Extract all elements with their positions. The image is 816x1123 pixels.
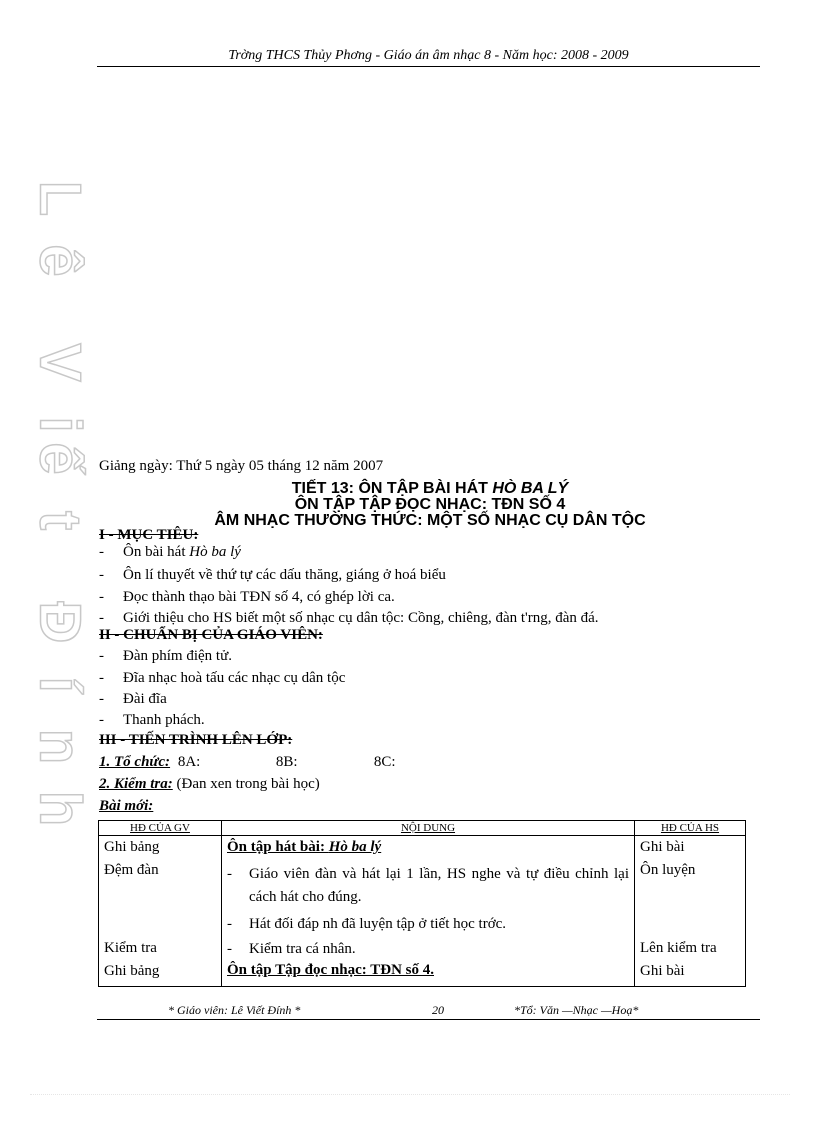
title-1-prefix: TIẾT 13: ÔN TẬP BÀI HÁT (291, 480, 493, 497)
watermark-glyph: n (27, 728, 93, 765)
content-title-prefix: Ôn tập hát bài: (227, 839, 329, 855)
table-header-row (99, 821, 746, 836)
watermark-glyph: ế (27, 442, 93, 475)
footer-rule (97, 1019, 760, 1020)
objective-1-song: Hò ba lý (189, 544, 241, 560)
student-activities (635, 836, 746, 987)
teacher-act-3: Kiểm tra (104, 940, 157, 956)
watermark-glyph: L (27, 180, 93, 217)
org-label: 1. Tổ chức: (99, 754, 171, 770)
content-cell (222, 836, 635, 987)
organisation-line (99, 754, 396, 771)
class-8b: 8B: (275, 754, 298, 770)
teacher-act-4: Ghi bảng (104, 963, 160, 979)
lesson-title-2: ÔN TẬP TẬP ĐỌC NHẠC: TĐN SỐ 4 (294, 496, 566, 513)
watermark-glyph: Đ (27, 601, 93, 644)
content-item: - Kiểm tra cá nhân. (227, 938, 629, 961)
section-1-heading: I - MỤC TIÊU: (99, 527, 199, 543)
objective-2: Ôn lí thuyết về thứ tự các dấu thăng, giáng ở hoá biểu (123, 567, 446, 583)
objective-item: - Ôn lí thuyết về thứ tự các dấu thăng, giáng ở hoá biểu (99, 567, 446, 583)
student-act-1: Ghi bài (640, 839, 685, 855)
content-title-2: Ôn tập Tập đọc nhạc: TĐN số 4. (227, 962, 434, 978)
lesson-title-3: ÂM NHẠC THƯỜNG THỨC: MỘT SỐ NHẠC CỤ DÂN TỘC (214, 512, 646, 529)
objective-1-prefix: Ôn bài hát (123, 544, 190, 560)
class-8c: 8C: (373, 754, 396, 770)
watermark (27, 165, 93, 925)
table-row (99, 836, 746, 987)
student-act-3: Lên kiểm tra (640, 940, 717, 956)
teacher-act-1: Ghi bảng (104, 839, 160, 855)
header-rule (97, 66, 760, 67)
lesson-title-1 (100, 481, 760, 497)
student-act-4: Ghi bài (640, 963, 685, 979)
content-item-2: Hát đối đáp nh đã luyện tập ở tiết học trớc. (249, 916, 507, 932)
watermark-glyph: h (27, 790, 93, 827)
page-edge-dots (30, 1094, 790, 1095)
title-1-song: HÒ BA LÝ (492, 480, 569, 497)
bullet-dash: - (99, 544, 104, 560)
new-lesson-text: Bài mới: (99, 798, 154, 814)
prep-item: - Đĩa nhạc hoà tấu các nhạc cụ dân tộc (99, 670, 346, 686)
lesson-date: Giảng ngày: Thứ 5 ngày 05 tháng 12 năm 2007 (99, 458, 384, 474)
watermark-glyph: ê (27, 244, 93, 277)
content-item: - Giáo viên đàn và hát lại 1 lần, HS nghe và tự điều chỉnh lại cách hát cho đúng. (227, 863, 629, 909)
content-title (227, 836, 629, 859)
prep-item: - Đàn phím điện tử. (99, 648, 232, 664)
new-lesson-label (99, 798, 153, 815)
watermark-glyph: V (27, 343, 93, 382)
section-3-heading: III - TIẾN TRÌNH LÊN LỚP: (99, 732, 293, 748)
page-header: Trờng THCS Thủy Phơng - Giáo án âm nhạc 8 - Năm học: 2008 - 2009 (228, 48, 629, 63)
footer-teacher: * Giáo viên: Lê Viết Đính * (168, 1003, 301, 1017)
content-item-1: Giáo viên đàn và hát lại 1 lần, HS nghe và tự điều chỉnh lại cách hát cho đúng. (249, 866, 629, 905)
content-item-3: Kiểm tra cá nhân. (249, 941, 356, 957)
teacher-activities (99, 836, 222, 987)
prep-item: - Đài đĩa (99, 691, 167, 707)
footer-group: *Tổ: Văn —Nhạc —Hoạ* (514, 1003, 639, 1017)
objective-3: Đọc thành thạo bài TĐN số 4, có ghép lời ca. (123, 589, 395, 605)
check-note: (Đan xen trong bài học) (176, 776, 320, 792)
content-title-song: Hò ba lý (328, 839, 382, 855)
objective-item: - Đọc thành thạo bài TĐN số 4, có ghép lời ca. (99, 589, 395, 605)
header-content: NỘI DUNG (222, 821, 635, 836)
teacher-act-2: Đệm đàn (104, 862, 159, 878)
class-8a: 8A: (177, 754, 201, 770)
student-act-2: Ôn luyện (640, 862, 696, 878)
prep-item: - Thanh phách. (99, 712, 205, 728)
prep-3: Đài đĩa (123, 691, 167, 707)
header-student: HĐ CỦA HS (635, 821, 746, 836)
content-item: - Hát đối đáp nh đã luyện tập ở tiết học trớc. (227, 913, 629, 936)
watermark-glyph: í (27, 676, 93, 693)
prep-1: Đàn phím điện tử. (123, 648, 232, 664)
watermark-glyph: i (27, 416, 93, 433)
prep-2: Đĩa nhạc hoà tấu các nhạc cụ dân tộc (123, 670, 346, 686)
check-label: 2. Kiểm tra: (99, 776, 173, 792)
objective-4: Giới thiệu cho HS biết một số nhạc cụ dân tộc: Cồng, chiêng, đàn t'rng, đàn đá. (123, 610, 599, 626)
footer-page-number: 20 (432, 1003, 444, 1017)
header-teacher: HĐ CỦA GV (99, 821, 222, 836)
objective-item (99, 544, 241, 561)
watermark-glyph: t (27, 510, 93, 531)
prep-4: Thanh phách. (123, 712, 205, 728)
section-2-heading: II - CHUẨN BỊ CỦA GIÁO VIÊN: (99, 627, 323, 643)
lesson-plan-table (98, 820, 746, 987)
objective-item: - Giới thiệu cho HS biết một số nhạc cụ dân tộc: Cồng, chiêng, đàn t'rng, đàn đá. (99, 610, 599, 626)
check-line (99, 776, 320, 793)
